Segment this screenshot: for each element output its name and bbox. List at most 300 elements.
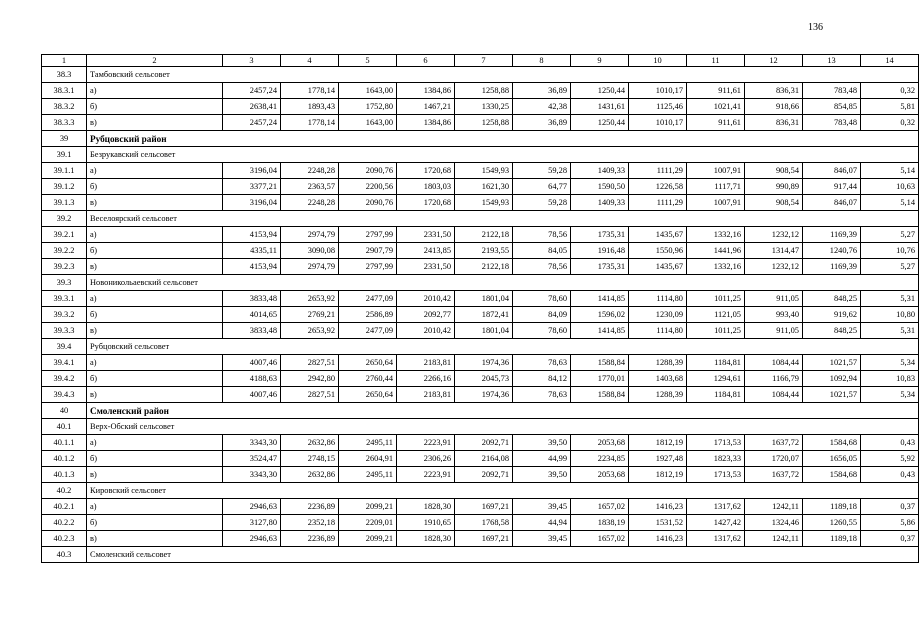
value-cell: 2457,24 — [223, 115, 281, 131]
column-header: 2 — [87, 55, 223, 67]
column-header: 10 — [629, 55, 687, 67]
value-cell: 908,54 — [745, 163, 803, 179]
value-cell: 1317,62 — [687, 531, 745, 547]
table-row — [42, 115, 919, 131]
value-cell: 2122,18 — [455, 227, 513, 243]
value-cell: 5,34 — [861, 355, 919, 371]
value-cell: 0,32 — [861, 115, 919, 131]
column-header: 1 — [42, 55, 87, 67]
row-code: 39.4 — [42, 339, 87, 355]
value-cell: 3833,48 — [223, 291, 281, 307]
section-row — [42, 547, 919, 563]
table-row — [42, 499, 919, 515]
value-cell: 1828,30 — [397, 531, 455, 547]
row-label: а) — [87, 163, 223, 179]
value-cell: 1467,21 — [397, 99, 455, 115]
table-row — [42, 323, 919, 339]
value-cell: 2193,55 — [455, 243, 513, 259]
row-code: 39.2.1 — [42, 227, 87, 243]
value-cell: 2223,91 — [397, 435, 455, 451]
value-cell: 1011,25 — [687, 323, 745, 339]
row-code: 39 — [42, 131, 87, 147]
value-cell: 36,89 — [513, 83, 571, 99]
value-cell: 1735,31 — [571, 259, 629, 275]
column-header: 4 — [281, 55, 339, 67]
section-row — [42, 275, 919, 291]
row-code: 39.2 — [42, 211, 87, 227]
column-number-row — [42, 55, 919, 67]
value-cell: 5,31 — [861, 323, 919, 339]
value-cell: 1409,33 — [571, 195, 629, 211]
value-cell: 2797,99 — [339, 227, 397, 243]
value-cell: 2946,63 — [223, 499, 281, 515]
value-cell: 2266,16 — [397, 371, 455, 387]
value-cell: 993,40 — [745, 307, 803, 323]
table-row — [42, 451, 919, 467]
value-cell: 2632,86 — [281, 467, 339, 483]
value-cell: 917,44 — [803, 179, 861, 195]
value-cell: 2363,57 — [281, 179, 339, 195]
row-code: 40 — [42, 403, 87, 419]
value-cell: 1294,61 — [687, 371, 745, 387]
value-cell: 1910,65 — [397, 515, 455, 531]
value-cell: 1812,19 — [629, 467, 687, 483]
value-cell: 1258,88 — [455, 115, 513, 131]
value-cell: 3343,30 — [223, 435, 281, 451]
row-code: 40.1 — [42, 419, 87, 435]
value-cell: 10,83 — [861, 371, 919, 387]
value-cell: 1332,16 — [687, 259, 745, 275]
value-cell: 2495,11 — [339, 467, 397, 483]
value-cell: 1121,05 — [687, 307, 745, 323]
row-code: 39.4.1 — [42, 355, 87, 371]
value-cell: 1111,29 — [629, 163, 687, 179]
section-name: Смоленский сельсовет — [87, 547, 919, 563]
value-cell: 2090,76 — [339, 195, 397, 211]
section-row — [42, 211, 919, 227]
row-code: 38.3.3 — [42, 115, 87, 131]
value-cell: 2942,80 — [281, 371, 339, 387]
column-header: 9 — [571, 55, 629, 67]
table-row — [42, 243, 919, 259]
value-cell: 836,31 — [745, 83, 803, 99]
value-cell: 1549,93 — [455, 195, 513, 211]
value-cell: 3343,30 — [223, 467, 281, 483]
value-cell: 1643,00 — [339, 83, 397, 99]
value-cell: 2974,79 — [281, 259, 339, 275]
value-cell: 1435,67 — [629, 259, 687, 275]
row-code: 39.2.3 — [42, 259, 87, 275]
row-code: 40.2.1 — [42, 499, 87, 515]
value-cell: 1330,25 — [455, 99, 513, 115]
row-label: а) — [87, 355, 223, 371]
value-cell: 0,32 — [861, 83, 919, 99]
table-row — [42, 371, 919, 387]
value-cell: 2653,92 — [281, 323, 339, 339]
value-cell: 1643,00 — [339, 115, 397, 131]
value-cell: 2797,99 — [339, 259, 397, 275]
table-row — [42, 195, 919, 211]
value-cell: 2010,42 — [397, 291, 455, 307]
value-cell: 1189,18 — [803, 531, 861, 547]
value-cell: 1713,53 — [687, 435, 745, 451]
value-cell: 1657,02 — [571, 499, 629, 515]
value-cell: 1801,04 — [455, 323, 513, 339]
value-cell: 0,37 — [861, 499, 919, 515]
value-cell: 1621,30 — [455, 179, 513, 195]
section-name: Веселоярский сельсовет — [87, 211, 919, 227]
value-cell: 39,50 — [513, 435, 571, 451]
value-cell: 2477,09 — [339, 291, 397, 307]
column-header: 11 — [687, 55, 745, 67]
value-cell: 2099,21 — [339, 531, 397, 547]
value-cell: 78,63 — [513, 387, 571, 403]
row-code: 40.1.2 — [42, 451, 87, 467]
value-cell: 2331,50 — [397, 259, 455, 275]
value-cell: 78,60 — [513, 323, 571, 339]
value-cell: 2946,63 — [223, 531, 281, 547]
value-cell: 2164,08 — [455, 451, 513, 467]
value-cell: 1427,42 — [687, 515, 745, 531]
value-cell: 1092,94 — [803, 371, 861, 387]
district-name: Смоленский район — [87, 403, 919, 419]
value-cell: 1021,57 — [803, 355, 861, 371]
value-cell: 5,14 — [861, 163, 919, 179]
value-cell: 1550,96 — [629, 243, 687, 259]
value-cell: 1778,14 — [281, 83, 339, 99]
table-row — [42, 515, 919, 531]
row-code: 39.1.1 — [42, 163, 87, 179]
value-cell: 1590,50 — [571, 179, 629, 195]
value-cell: 5,34 — [861, 387, 919, 403]
section-row — [42, 339, 919, 355]
row-label: б) — [87, 99, 223, 115]
value-cell: 5,27 — [861, 259, 919, 275]
value-cell: 2200,56 — [339, 179, 397, 195]
value-cell: 1184,81 — [687, 355, 745, 371]
value-cell: 2183,81 — [397, 355, 455, 371]
value-cell: 2010,42 — [397, 323, 455, 339]
value-cell: 1403,68 — [629, 371, 687, 387]
value-cell: 2827,51 — [281, 387, 339, 403]
row-label: в) — [87, 531, 223, 547]
value-cell: 2413,85 — [397, 243, 455, 259]
column-header: 7 — [455, 55, 513, 67]
column-header: 12 — [745, 55, 803, 67]
row-code: 38.3 — [42, 67, 87, 83]
row-label: а) — [87, 499, 223, 515]
section-row — [42, 67, 919, 83]
value-cell: 3524,47 — [223, 451, 281, 467]
value-cell: 1021,57 — [803, 387, 861, 403]
value-cell: 1169,39 — [803, 227, 861, 243]
value-cell: 1414,85 — [571, 323, 629, 339]
value-cell: 4007,46 — [223, 387, 281, 403]
value-cell: 39,45 — [513, 499, 571, 515]
section-row — [42, 147, 919, 163]
value-cell: 1260,55 — [803, 515, 861, 531]
column-header: 13 — [803, 55, 861, 67]
value-cell: 1588,84 — [571, 387, 629, 403]
table-row — [42, 227, 919, 243]
value-cell: 5,86 — [861, 515, 919, 531]
row-label: а) — [87, 83, 223, 99]
value-cell: 2495,11 — [339, 435, 397, 451]
value-cell: 1588,84 — [571, 355, 629, 371]
value-cell: 1584,68 — [803, 467, 861, 483]
value-cell: 1637,72 — [745, 467, 803, 483]
value-cell: 1657,02 — [571, 531, 629, 547]
value-cell: 4335,11 — [223, 243, 281, 259]
value-cell: 39,45 — [513, 531, 571, 547]
value-cell: 0,43 — [861, 467, 919, 483]
value-cell: 2760,44 — [339, 371, 397, 387]
value-cell: 84,05 — [513, 243, 571, 259]
value-cell: 64,77 — [513, 179, 571, 195]
section-row — [42, 419, 919, 435]
section-name: Рубцовский сельсовет — [87, 339, 919, 355]
value-cell: 2653,92 — [281, 291, 339, 307]
value-cell: 2974,79 — [281, 227, 339, 243]
value-cell: 2053,68 — [571, 435, 629, 451]
value-cell: 846,07 — [803, 163, 861, 179]
row-label: в) — [87, 115, 223, 131]
value-cell: 59,28 — [513, 163, 571, 179]
value-cell: 1549,93 — [455, 163, 513, 179]
value-cell: 2604,91 — [339, 451, 397, 467]
value-cell: 0,37 — [861, 531, 919, 547]
table-row — [42, 467, 919, 483]
value-cell: 1656,05 — [803, 451, 861, 467]
table-row — [42, 531, 919, 547]
value-cell: 1258,88 — [455, 83, 513, 99]
value-cell: 3377,21 — [223, 179, 281, 195]
value-cell: 84,12 — [513, 371, 571, 387]
row-label: б) — [87, 179, 223, 195]
value-cell: 1893,43 — [281, 99, 339, 115]
value-cell: 1697,21 — [455, 531, 513, 547]
row-code: 40.1.3 — [42, 467, 87, 483]
row-code: 40.2.2 — [42, 515, 87, 531]
value-cell: 919,62 — [803, 307, 861, 323]
table-row — [42, 387, 919, 403]
value-cell: 4007,46 — [223, 355, 281, 371]
value-cell: 1752,80 — [339, 99, 397, 115]
row-label: в) — [87, 259, 223, 275]
value-cell: 78,60 — [513, 291, 571, 307]
value-cell: 854,85 — [803, 99, 861, 115]
value-cell: 1007,91 — [687, 195, 745, 211]
value-cell: 2632,86 — [281, 435, 339, 451]
value-cell: 1974,36 — [455, 355, 513, 371]
value-cell: 1828,30 — [397, 499, 455, 515]
value-cell: 1778,14 — [281, 115, 339, 131]
value-cell: 3196,04 — [223, 195, 281, 211]
row-code: 39.1 — [42, 147, 87, 163]
column-header: 8 — [513, 55, 571, 67]
value-cell: 2090,76 — [339, 163, 397, 179]
value-cell: 1823,33 — [687, 451, 745, 467]
value-cell: 1114,80 — [629, 323, 687, 339]
row-code: 39.4.3 — [42, 387, 87, 403]
row-label: в) — [87, 467, 223, 483]
value-cell: 4188,63 — [223, 371, 281, 387]
value-cell: 78,56 — [513, 259, 571, 275]
value-cell: 990,89 — [745, 179, 803, 195]
value-cell: 1720,07 — [745, 451, 803, 467]
value-cell: 836,31 — [745, 115, 803, 131]
value-cell: 3196,04 — [223, 163, 281, 179]
value-cell: 5,14 — [861, 195, 919, 211]
value-cell: 2234,85 — [571, 451, 629, 467]
value-cell: 1250,44 — [571, 115, 629, 131]
column-header: 6 — [397, 55, 455, 67]
row-code: 39.1.3 — [42, 195, 87, 211]
page-number: 136 — [808, 22, 823, 33]
value-cell: 84,09 — [513, 307, 571, 323]
value-cell: 1770,01 — [571, 371, 629, 387]
value-cell: 2099,21 — [339, 499, 397, 515]
value-cell: 42,38 — [513, 99, 571, 115]
row-code: 40.3 — [42, 547, 87, 563]
value-cell: 1250,44 — [571, 83, 629, 99]
value-cell: 1332,16 — [687, 227, 745, 243]
value-cell: 2907,79 — [339, 243, 397, 259]
value-cell: 1713,53 — [687, 467, 745, 483]
value-cell: 1288,39 — [629, 387, 687, 403]
value-cell: 10,76 — [861, 243, 919, 259]
value-cell: 3833,48 — [223, 323, 281, 339]
row-label: в) — [87, 323, 223, 339]
value-cell: 1166,79 — [745, 371, 803, 387]
value-cell: 1242,11 — [745, 531, 803, 547]
value-cell: 1801,04 — [455, 291, 513, 307]
value-cell: 1720,68 — [397, 195, 455, 211]
value-cell: 1021,41 — [687, 99, 745, 115]
value-cell: 44,99 — [513, 451, 571, 467]
row-label: в) — [87, 387, 223, 403]
table-row — [42, 163, 919, 179]
value-cell: 1531,52 — [629, 515, 687, 531]
row-code: 39.1.2 — [42, 179, 87, 195]
table-row — [42, 355, 919, 371]
value-cell: 1720,68 — [397, 163, 455, 179]
value-cell: 2053,68 — [571, 467, 629, 483]
value-cell: 783,48 — [803, 83, 861, 99]
value-cell: 1414,85 — [571, 291, 629, 307]
row-label: в) — [87, 195, 223, 211]
value-cell: 1435,67 — [629, 227, 687, 243]
value-cell: 911,61 — [687, 83, 745, 99]
value-cell: 1324,46 — [745, 515, 803, 531]
value-cell: 1812,19 — [629, 435, 687, 451]
section-name: Безрукавский сельсовет — [87, 147, 919, 163]
row-code: 39.3 — [42, 275, 87, 291]
value-cell: 39,50 — [513, 467, 571, 483]
value-cell: 10,80 — [861, 307, 919, 323]
value-cell: 1803,03 — [397, 179, 455, 195]
district-row — [42, 131, 919, 147]
value-cell: 1084,44 — [745, 387, 803, 403]
value-cell: 1697,21 — [455, 499, 513, 515]
value-cell: 2477,09 — [339, 323, 397, 339]
value-cell: 1010,17 — [629, 83, 687, 99]
value-cell: 1317,62 — [687, 499, 745, 515]
value-cell: 1314,47 — [745, 243, 803, 259]
value-cell: 911,05 — [745, 323, 803, 339]
value-cell: 848,25 — [803, 291, 861, 307]
table-row — [42, 99, 919, 115]
column-header: 14 — [861, 55, 919, 67]
value-cell: 2122,18 — [455, 259, 513, 275]
value-cell: 1916,48 — [571, 243, 629, 259]
value-cell: 2092,71 — [455, 435, 513, 451]
value-cell: 846,07 — [803, 195, 861, 211]
section-name: Кировский сельсовет — [87, 483, 919, 499]
row-label: б) — [87, 451, 223, 467]
value-cell: 2248,28 — [281, 195, 339, 211]
value-cell: 2045,73 — [455, 371, 513, 387]
value-cell: 5,81 — [861, 99, 919, 115]
section-name: Верх-Обский сельсовет — [87, 419, 919, 435]
value-cell: 908,54 — [745, 195, 803, 211]
row-label: а) — [87, 227, 223, 243]
row-code: 40.2.3 — [42, 531, 87, 547]
table-row — [42, 179, 919, 195]
value-cell: 1596,02 — [571, 307, 629, 323]
value-cell: 44,94 — [513, 515, 571, 531]
value-cell: 2748,15 — [281, 451, 339, 467]
value-cell: 2183,81 — [397, 387, 455, 403]
value-cell: 1189,18 — [803, 499, 861, 515]
table-row — [42, 307, 919, 323]
row-code: 38.3.2 — [42, 99, 87, 115]
value-cell: 1637,72 — [745, 435, 803, 451]
row-label: а) — [87, 435, 223, 451]
value-cell: 1232,12 — [745, 227, 803, 243]
value-cell: 1584,68 — [803, 435, 861, 451]
value-cell: 911,05 — [745, 291, 803, 307]
value-cell: 2650,64 — [339, 387, 397, 403]
row-code: 38.3.1 — [42, 83, 87, 99]
row-label: б) — [87, 515, 223, 531]
row-code: 39.4.2 — [42, 371, 87, 387]
value-cell: 2586,89 — [339, 307, 397, 323]
value-cell: 848,25 — [803, 323, 861, 339]
value-cell: 2650,64 — [339, 355, 397, 371]
value-cell: 1232,12 — [745, 259, 803, 275]
value-cell: 0,43 — [861, 435, 919, 451]
value-cell: 1184,81 — [687, 387, 745, 403]
value-cell: 1409,33 — [571, 163, 629, 179]
value-cell: 78,63 — [513, 355, 571, 371]
row-code: 40.2 — [42, 483, 87, 499]
value-cell: 2236,89 — [281, 499, 339, 515]
table-body — [42, 67, 919, 563]
row-code: 39.3.3 — [42, 323, 87, 339]
value-cell: 10,63 — [861, 179, 919, 195]
value-cell: 1226,58 — [629, 179, 687, 195]
value-cell: 1735,31 — [571, 227, 629, 243]
value-cell: 4153,94 — [223, 259, 281, 275]
value-cell: 1384,86 — [397, 83, 455, 99]
value-cell: 911,61 — [687, 115, 745, 131]
value-cell: 2248,28 — [281, 163, 339, 179]
value-cell: 5,92 — [861, 451, 919, 467]
value-cell: 2306,26 — [397, 451, 455, 467]
value-cell: 1169,39 — [803, 259, 861, 275]
value-cell: 2092,71 — [455, 467, 513, 483]
